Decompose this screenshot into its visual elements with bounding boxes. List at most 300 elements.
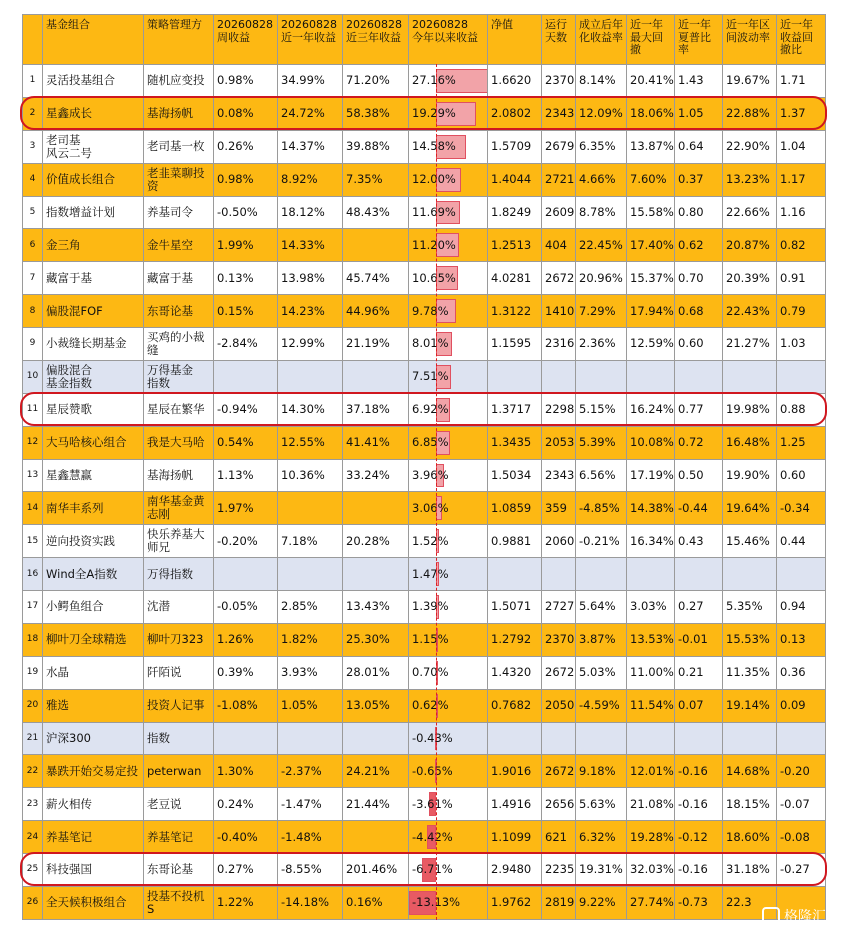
volatility-cell (723, 723, 777, 756)
nav-cell: 1.4320 (488, 657, 542, 690)
ytd-value: -3.61% (412, 796, 453, 811)
table-row (23, 887, 826, 920)
one-year-return-cell (278, 558, 343, 591)
fund-name-cell: 藏富于基 (43, 262, 144, 295)
return-drawdown-ratio-cell: 1.71 (777, 65, 826, 98)
table-row (23, 361, 826, 394)
manager-cell: 指数 (144, 723, 214, 756)
annualized-return-cell: 19.31% (576, 854, 627, 887)
sharpe-ratio-cell: 0.80 (675, 197, 723, 230)
return-drawdown-ratio-cell (777, 361, 826, 394)
weekly-return-cell: 0.13% (214, 262, 278, 295)
one-year-return-cell: 8.92% (278, 164, 343, 197)
ytd-return-cell (409, 427, 488, 460)
row-number-cell: 7 (23, 262, 43, 295)
volatility-cell: 5.35% (723, 591, 777, 624)
running-days-cell: 404 (542, 229, 576, 262)
row-number-cell: 18 (23, 624, 43, 657)
sharpe-ratio-cell: -0.44 (675, 492, 723, 525)
volatility-cell: 31.18% (723, 854, 777, 887)
running-days-cell: 2819 (542, 887, 576, 920)
ytd-value: 3.06% (412, 500, 449, 515)
manager-cell: 基海扬帆 (144, 460, 214, 493)
ytd-return-cell (409, 755, 488, 788)
max-drawdown-cell: 3.03% (627, 591, 675, 624)
nav-cell: 4.0281 (488, 262, 542, 295)
ytd-return-cell (409, 558, 488, 591)
return-drawdown-ratio-cell: 0.79 (777, 295, 826, 328)
row-number-cell: 10 (23, 361, 43, 394)
sharpe-ratio-cell (675, 361, 723, 394)
fund-name-cell: 星鑫成长 (43, 98, 144, 131)
nav-cell: 1.3717 (488, 394, 542, 427)
ytd-return-cell (409, 525, 488, 558)
fund-name-cell: 暴跌开始交易定投 (43, 755, 144, 788)
sharpe-ratio-cell: -0.16 (675, 854, 723, 887)
max-drawdown-cell: 12.59% (627, 328, 675, 361)
max-drawdown-cell: 15.58% (627, 197, 675, 230)
one-year-return-cell: 14.23% (278, 295, 343, 328)
manager-cell: 万得指数 (144, 558, 214, 591)
max-drawdown-cell: 15.37% (627, 262, 675, 295)
running-days-cell (542, 723, 576, 756)
weekly-return-cell: -0.05% (214, 591, 278, 624)
running-days-cell: 2343 (542, 460, 576, 493)
max-drawdown-cell: 10.08% (627, 427, 675, 460)
manager-cell: 老司基一枚 (144, 131, 214, 164)
max-drawdown-cell: 13.87% (627, 131, 675, 164)
nav-cell: 1.5034 (488, 460, 542, 493)
weekly-return-cell: -0.50% (214, 197, 278, 230)
ytd-value: 0.62% (412, 698, 449, 713)
manager-cell: 藏富于基 (144, 262, 214, 295)
one-year-return-cell: 18.12% (278, 197, 343, 230)
nav-cell: 1.1595 (488, 328, 542, 361)
ytd-return-cell (409, 295, 488, 328)
nav-cell: 0.7682 (488, 690, 542, 723)
ytd-return-cell (409, 788, 488, 821)
volatility-cell: 15.46% (723, 525, 777, 558)
return-drawdown-ratio-cell: 1.16 (777, 197, 826, 230)
annualized-return-cell: 5.39% (576, 427, 627, 460)
annualized-return-cell: 5.15% (576, 394, 627, 427)
nav-cell: 1.4044 (488, 164, 542, 197)
annualized-return-cell: 5.63% (576, 788, 627, 821)
volatility-cell: 19.98% (723, 394, 777, 427)
running-days-cell: 2727 (542, 591, 576, 624)
one-year-return-cell: 14.37% (278, 131, 343, 164)
annualized-return-cell: -4.85% (576, 492, 627, 525)
volatility-cell: 11.35% (723, 657, 777, 690)
annualized-return-cell: 7.29% (576, 295, 627, 328)
max-drawdown-cell: 17.19% (627, 460, 675, 493)
manager-cell: 万得基金 指数 (144, 361, 214, 394)
table-row (23, 821, 826, 854)
annualized-return-cell: 5.64% (576, 591, 627, 624)
ytd-return-cell (409, 887, 488, 920)
three-year-return-cell (343, 361, 409, 394)
fund-name-cell: 雅选 (43, 690, 144, 723)
fund-name-cell: 大马哈核心组合 (43, 427, 144, 460)
fund-name-cell: 偏股混FOF (43, 295, 144, 328)
header-three-year-return: 20260828 近三年收益 (343, 15, 409, 65)
fund-name-cell: 星辰赞歌 (43, 394, 144, 427)
row-number-cell: 2 (23, 98, 43, 131)
one-year-return-cell: 14.30% (278, 394, 343, 427)
three-year-return-cell: 13.43% (343, 591, 409, 624)
nav-cell: 1.9016 (488, 755, 542, 788)
return-drawdown-ratio-cell: 1.25 (777, 427, 826, 460)
sharpe-ratio-cell: 0.37 (675, 164, 723, 197)
one-year-return-cell: 1.82% (278, 624, 343, 657)
ytd-return-cell (409, 492, 488, 525)
ytd-value: 9.78% (412, 303, 449, 318)
max-drawdown-cell: 14.38% (627, 492, 675, 525)
ytd-return-cell (409, 197, 488, 230)
ytd-return-cell (409, 690, 488, 723)
weekly-return-cell (214, 361, 278, 394)
one-year-return-cell: -14.18% (278, 887, 343, 920)
manager-cell: 养基笔记 (144, 821, 214, 854)
sharpe-ratio-cell: 0.72 (675, 427, 723, 460)
return-drawdown-ratio-cell (777, 558, 826, 591)
annualized-return-cell: 6.35% (576, 131, 627, 164)
volatility-cell: 13.23% (723, 164, 777, 197)
ytd-value: -6.71% (412, 862, 453, 877)
fund-name-cell: 养基笔记 (43, 821, 144, 854)
sharpe-ratio-cell: -0.16 (675, 788, 723, 821)
three-year-return-cell: 33.24% (343, 460, 409, 493)
nav-cell: 1.1099 (488, 821, 542, 854)
watermark-text: 格隆汇 (784, 909, 826, 925)
running-days-cell: 2609 (542, 197, 576, 230)
ytd-return-cell (409, 591, 488, 624)
three-year-return-cell: 201.46% (343, 854, 409, 887)
annualized-return-cell: 6.32% (576, 821, 627, 854)
max-drawdown-cell: 32.03% (627, 854, 675, 887)
ytd-value: 7.51% (412, 369, 449, 384)
three-year-return-cell (343, 558, 409, 591)
weekly-return-cell: 0.15% (214, 295, 278, 328)
table-row (23, 328, 826, 361)
manager-cell: peterwan (144, 755, 214, 788)
weekly-return-cell: -0.94% (214, 394, 278, 427)
header-weekly-return: 20260828 周收益 (214, 15, 278, 65)
three-year-return-cell (343, 229, 409, 262)
three-year-return-cell (343, 723, 409, 756)
running-days-cell: 2679 (542, 131, 576, 164)
sharpe-ratio-cell: 0.21 (675, 657, 723, 690)
return-drawdown-ratio-cell: 0.13 (777, 624, 826, 657)
row-number-cell: 25 (23, 854, 43, 887)
ytd-return-cell (409, 131, 488, 164)
ytd-value: 6.85% (412, 435, 449, 450)
return-drawdown-ratio-cell: 1.04 (777, 131, 826, 164)
running-days-cell: 359 (542, 492, 576, 525)
one-year-return-cell: 34.99% (278, 65, 343, 98)
weekly-return-cell: -0.40% (214, 821, 278, 854)
sharpe-ratio-cell (675, 558, 723, 591)
row-number-cell: 20 (23, 690, 43, 723)
ytd-value: 1.52% (412, 533, 449, 548)
row-number-cell: 21 (23, 723, 43, 756)
three-year-return-cell: 44.96% (343, 295, 409, 328)
table-row (23, 525, 826, 558)
fund-name-cell: 星鑫慧赢 (43, 460, 144, 493)
ytd-return-cell (409, 361, 488, 394)
one-year-return-cell: -1.48% (278, 821, 343, 854)
row-number-cell: 3 (23, 131, 43, 164)
fund-ranking-table (22, 14, 826, 920)
sharpe-ratio-cell: 0.64 (675, 131, 723, 164)
max-drawdown-cell (627, 723, 675, 756)
three-year-return-cell: 20.28% (343, 525, 409, 558)
row-number-cell: 4 (23, 164, 43, 197)
one-year-return-cell: -8.55% (278, 854, 343, 887)
volatility-cell: 15.53% (723, 624, 777, 657)
ytd-return-cell (409, 624, 488, 657)
header-row (23, 15, 826, 65)
nav-cell: 1.9762 (488, 887, 542, 920)
row-number-cell: 14 (23, 492, 43, 525)
running-days-cell: 1410 (542, 295, 576, 328)
ytd-value: 11.69% (412, 204, 456, 219)
return-drawdown-ratio-cell: 1.03 (777, 328, 826, 361)
running-days-cell: 2672 (542, 262, 576, 295)
max-drawdown-cell: 12.01% (627, 755, 675, 788)
return-drawdown-ratio-cell: 0.91 (777, 262, 826, 295)
ytd-value: 1.39% (412, 599, 449, 614)
header-one-year-return: 20260828 近一年收益 (278, 15, 343, 65)
table-row (23, 492, 826, 525)
volatility-cell: 19.64% (723, 492, 777, 525)
max-drawdown-cell: 19.28% (627, 821, 675, 854)
sharpe-ratio-cell: 0.70 (675, 262, 723, 295)
weekly-return-cell: 1.26% (214, 624, 278, 657)
ytd-value: 1.15% (412, 632, 449, 647)
manager-cell: 南华基金黄志刚 (144, 492, 214, 525)
volatility-cell: 19.67% (723, 65, 777, 98)
weekly-return-cell: 0.24% (214, 788, 278, 821)
three-year-return-cell: 28.01% (343, 657, 409, 690)
running-days-cell: 2370 (542, 624, 576, 657)
fund-name-cell: 薪火相传 (43, 788, 144, 821)
sharpe-ratio-cell: 0.27 (675, 591, 723, 624)
annualized-return-cell: 4.66% (576, 164, 627, 197)
three-year-return-cell: 25.30% (343, 624, 409, 657)
ytd-return-cell (409, 65, 488, 98)
annualized-return-cell: 12.09% (576, 98, 627, 131)
weekly-return-cell (214, 723, 278, 756)
fund-name-cell: 小鳄鱼组合 (43, 591, 144, 624)
nav-cell: 1.2792 (488, 624, 542, 657)
annualized-return-cell: -0.21% (576, 525, 627, 558)
running-days-cell: 2656 (542, 788, 576, 821)
weekly-return-cell: 1.99% (214, 229, 278, 262)
nav-cell: 1.2513 (488, 229, 542, 262)
sharpe-ratio-cell: -0.16 (675, 755, 723, 788)
volatility-cell: 19.14% (723, 690, 777, 723)
return-drawdown-ratio-cell: -0.07 (777, 788, 826, 821)
ytd-value: 0.70% (412, 665, 449, 680)
ytd-value: 1.47% (412, 566, 449, 581)
weekly-return-cell: 1.30% (214, 755, 278, 788)
row-number-cell: 11 (23, 394, 43, 427)
row-number-cell: 9 (23, 328, 43, 361)
gelonghui-logo-icon (762, 907, 780, 925)
table-row (23, 624, 826, 657)
annualized-return-cell: 3.87% (576, 624, 627, 657)
ytd-value: 27.16% (412, 73, 456, 88)
manager-cell: 基海扬帆 (144, 98, 214, 131)
weekly-return-cell: 0.26% (214, 131, 278, 164)
volatility-cell: 18.15% (723, 788, 777, 821)
nav-cell (488, 558, 542, 591)
weekly-return-cell: -2.84% (214, 328, 278, 361)
sharpe-ratio-cell: -0.73 (675, 887, 723, 920)
row-number-cell: 1 (23, 65, 43, 98)
max-drawdown-cell: 21.08% (627, 788, 675, 821)
volatility-cell: 22.88% (723, 98, 777, 131)
sharpe-ratio-cell: 0.50 (675, 460, 723, 493)
header-fund-name: 基金组合 (43, 15, 144, 65)
volatility-cell: 22.43% (723, 295, 777, 328)
manager-cell: 老豆说 (144, 788, 214, 821)
one-year-return-cell: -2.37% (278, 755, 343, 788)
annualized-return-cell: 22.45% (576, 229, 627, 262)
watermark (762, 906, 826, 926)
nav-cell: 1.3122 (488, 295, 542, 328)
three-year-return-cell: 13.05% (343, 690, 409, 723)
annualized-return-cell (576, 361, 627, 394)
row-number-cell: 22 (23, 755, 43, 788)
weekly-return-cell: 0.98% (214, 164, 278, 197)
volatility-cell: 18.60% (723, 821, 777, 854)
max-drawdown-cell (627, 361, 675, 394)
volatility-cell: 22.66% (723, 197, 777, 230)
three-year-return-cell: 45.74% (343, 262, 409, 295)
row-number-cell: 23 (23, 788, 43, 821)
nav-cell: 2.0802 (488, 98, 542, 131)
running-days-cell: 2721 (542, 164, 576, 197)
header-row-number (23, 15, 43, 65)
fund-name-cell: 全天候积极组合 (43, 887, 144, 920)
table-row (23, 755, 826, 788)
one-year-return-cell: 1.05% (278, 690, 343, 723)
row-number-cell: 5 (23, 197, 43, 230)
running-days-cell (542, 361, 576, 394)
row-number-cell: 15 (23, 525, 43, 558)
sharpe-ratio-cell: -0.01 (675, 624, 723, 657)
volatility-cell: 14.68% (723, 755, 777, 788)
manager-cell: 东哥论基 (144, 854, 214, 887)
sharpe-ratio-cell: 0.60 (675, 328, 723, 361)
row-number-cell: 13 (23, 460, 43, 493)
max-drawdown-cell: 11.54% (627, 690, 675, 723)
sharpe-ratio-cell: -0.12 (675, 821, 723, 854)
header-manager: 策略管理方 (144, 15, 214, 65)
table-row (23, 657, 826, 690)
manager-cell: 买鸡的小裁缝 (144, 328, 214, 361)
weekly-return-cell (214, 558, 278, 591)
ytd-value: 8.01% (412, 336, 449, 351)
table-row (23, 558, 826, 591)
return-drawdown-ratio-cell (777, 723, 826, 756)
one-year-return-cell: 14.33% (278, 229, 343, 262)
header-max-drawdown: 近一年最大回撤 (627, 15, 675, 65)
ytd-value: -4.42% (412, 829, 453, 844)
max-drawdown-cell: 17.94% (627, 295, 675, 328)
three-year-return-cell: 58.38% (343, 98, 409, 131)
sharpe-ratio-cell (675, 723, 723, 756)
return-drawdown-ratio-cell: 0.88 (777, 394, 826, 427)
annualized-return-cell: 2.36% (576, 328, 627, 361)
row-number-cell: 12 (23, 427, 43, 460)
table-row (23, 723, 826, 756)
table-row (23, 197, 826, 230)
one-year-return-cell (278, 492, 343, 525)
table-row (23, 262, 826, 295)
annualized-return-cell: 8.14% (576, 65, 627, 98)
highlight-oval (20, 852, 827, 886)
ytd-return-cell (409, 328, 488, 361)
fund-name-cell: 偏股混合 基金指数 (43, 361, 144, 394)
nav-cell (488, 361, 542, 394)
ytd-value: -13.13% (412, 895, 460, 910)
weekly-return-cell: 1.22% (214, 887, 278, 920)
running-days-cell: 2316 (542, 328, 576, 361)
return-drawdown-ratio-cell: 0.60 (777, 460, 826, 493)
nav-cell: 0.9881 (488, 525, 542, 558)
table-row (23, 229, 826, 262)
volatility-cell (723, 361, 777, 394)
volatility-cell: 16.48% (723, 427, 777, 460)
header-sharpe-ratio: 近一年夏普比率 (675, 15, 723, 65)
annualized-return-cell: 9.22% (576, 887, 627, 920)
max-drawdown-cell: 7.60% (627, 164, 675, 197)
annualized-return-cell (576, 558, 627, 591)
weekly-return-cell: -1.08% (214, 690, 278, 723)
volatility-cell: 21.27% (723, 328, 777, 361)
three-year-return-cell: 0.16% (343, 887, 409, 920)
ytd-return-cell (409, 460, 488, 493)
max-drawdown-cell: 16.34% (627, 525, 675, 558)
nav-cell: 1.3435 (488, 427, 542, 460)
highlight-oval (20, 96, 827, 130)
sharpe-ratio-cell: 1.05 (675, 98, 723, 131)
manager-cell: 养基司令 (144, 197, 214, 230)
three-year-return-cell: 48.43% (343, 197, 409, 230)
table-row (23, 131, 826, 164)
running-days-cell: 2672 (542, 657, 576, 690)
running-days-cell: 2235 (542, 854, 576, 887)
weekly-return-cell: 1.97% (214, 492, 278, 525)
one-year-return-cell: 7.18% (278, 525, 343, 558)
max-drawdown-cell: 20.41% (627, 65, 675, 98)
return-drawdown-ratio-cell: -0.20 (777, 755, 826, 788)
manager-cell: 金牛星空 (144, 229, 214, 262)
running-days-cell: 2050 (542, 690, 576, 723)
one-year-return-cell: -1.47% (278, 788, 343, 821)
return-drawdown-ratio-cell: 0.82 (777, 229, 826, 262)
max-drawdown-cell: 13.53% (627, 624, 675, 657)
nav-cell: 2.9480 (488, 854, 542, 887)
nav-cell: 1.4916 (488, 788, 542, 821)
annualized-return-cell (576, 723, 627, 756)
max-drawdown-cell (627, 558, 675, 591)
three-year-return-cell: 7.35% (343, 164, 409, 197)
table-row (23, 460, 826, 493)
